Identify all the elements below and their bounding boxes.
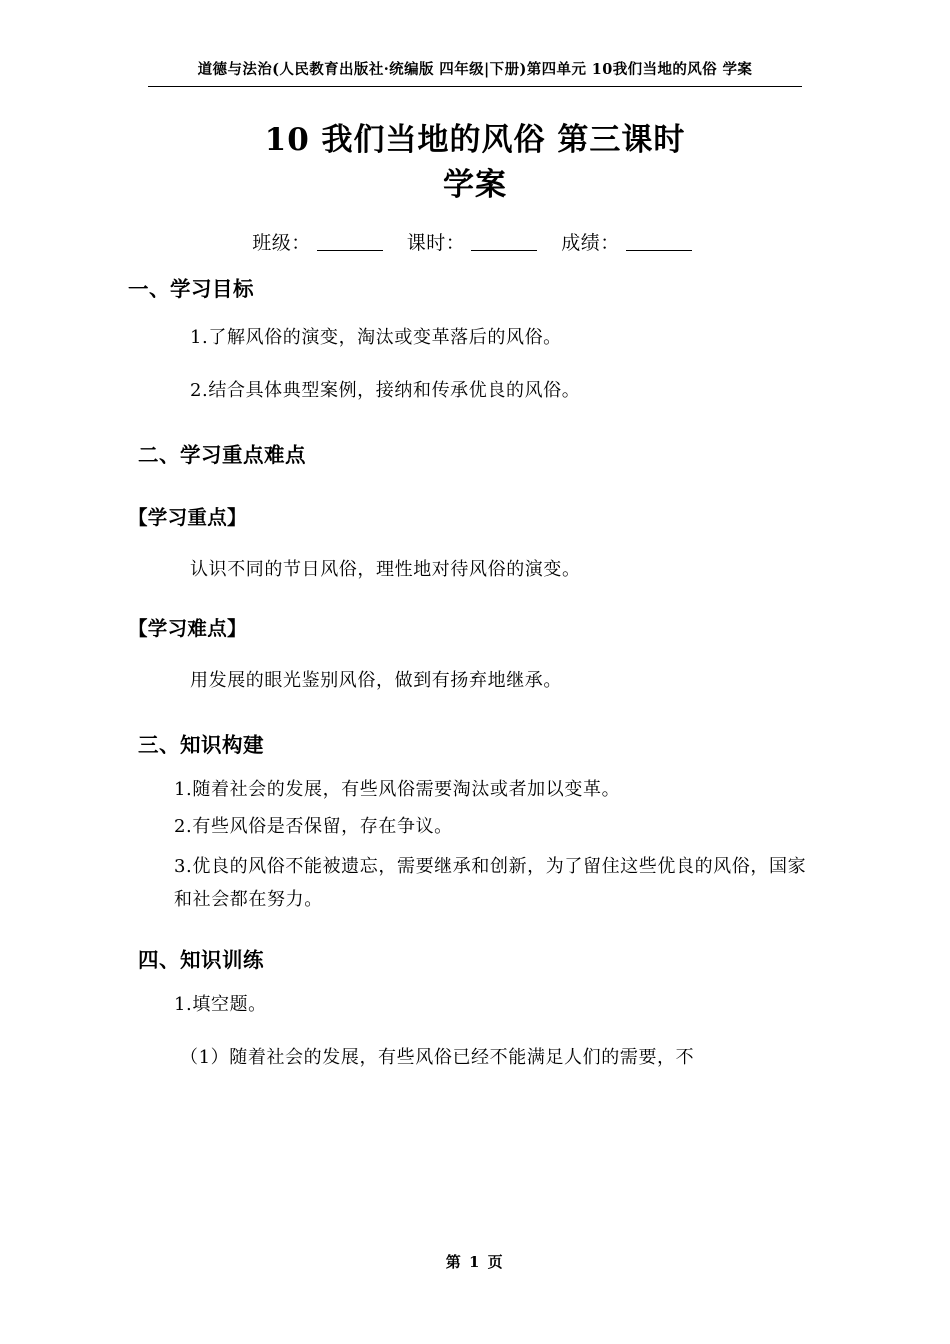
objective-item-2: 2.结合具体典型案例，接纳和传承优良的风俗。 — [190, 380, 581, 401]
knowledge-item-2: 2.有些风俗是否保留，存在争议。 — [174, 816, 453, 837]
knowledge-item-3: 3.优良的风俗不能被遗忘，需要继承和创新，为了留住这些优良的风俗，国家和社会都在努力。 — [174, 856, 807, 911]
section-heading-objectives: 一、学习目标 — [128, 277, 254, 301]
document-body — [128, 272, 822, 1071]
page-footer: 第 1 页 — [445, 1253, 505, 1271]
period-label: 课时： — [406, 232, 466, 254]
training-question-1: （1）随着社会的发展，有些风俗已经不能满足人们的需要，不 — [180, 1046, 695, 1068]
page-title — [0, 118, 950, 208]
subheading-difficult-point: 【学习难点】 — [128, 617, 247, 640]
score-label: 成绩： — [561, 232, 620, 254]
title-line-2: 学案 — [443, 166, 507, 203]
knowledge-item-1: 1.随着社会的发展，有些风俗需要淘汰或者加以变革。 — [174, 779, 621, 800]
class-blank[interactable] — [317, 250, 383, 251]
training-item-1: 1.填空题。 — [174, 993, 267, 1015]
section-heading-training: 四、知识训练 — [138, 947, 264, 972]
section-heading-knowledge: 三、知识构建 — [138, 733, 264, 757]
section-heading-keypoints: 二、学习重点难点 — [138, 443, 306, 467]
running-header: 道德与法治(人民教育出版社·统编版 四年级|下册)第四单元 10我们当地的风俗 学案 — [148, 58, 802, 87]
class-label: 班级： — [252, 232, 311, 254]
objective-item-1: 1.了解风俗的演变，淘汰或变革落后的风俗。 — [190, 327, 562, 348]
score-blank[interactable] — [626, 250, 692, 251]
title-line-1: 10 我们当地的风俗 第三课时 — [264, 122, 686, 158]
key-point-text: 认识不同的节日风俗，理性地对待风俗的演变。 — [190, 559, 581, 580]
meta-fields — [0, 228, 950, 255]
subheading-key-point: 【学习重点】 — [128, 506, 247, 529]
period-blank[interactable] — [471, 250, 537, 251]
difficult-point-text: 用发展的眼光鉴别风俗，做到有扬弃地继承。 — [190, 670, 562, 691]
